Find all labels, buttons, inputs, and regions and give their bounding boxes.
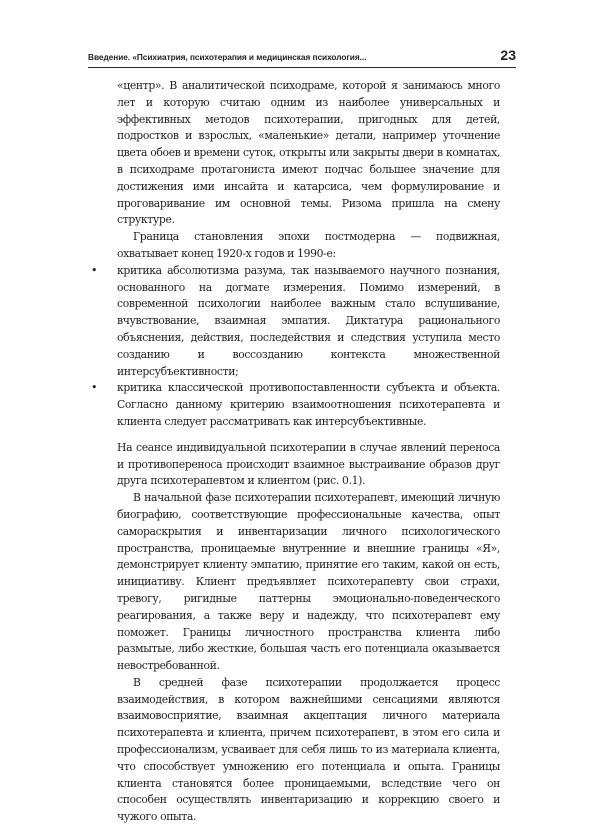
- bullet-text-2: критика классической противопоставленности субъекта и объекта. Согласно данному критерию взаимоотношения психотерапевта и клиента следует рассматривать как интерсубъективные.: [117, 381, 500, 428]
- bullet-item-1: [91, 263, 500, 381]
- bullet-list: [91, 263, 500, 431]
- body-text: [91, 78, 500, 826]
- bullet-icon: •: [91, 381, 98, 395]
- bullet-item-2: [91, 380, 500, 430]
- paragraph-2: Граница становления эпохи постмодерна — подвижная, охватывает конец 1920-х годов и 1990-е:: [117, 230, 500, 260]
- bullet-text-1: критика абсолютизма разума, так называемого научного познания, основанного на догмате измерения. Помимо измерений, в современной психологии наиболее важным стало вслушивание, вчувствование, взаимная эмпатия. Диктатура рационального объяснения, действия, последействия и следствия уступила место созданию и воссозданию контекста множественной интерсубъективности;: [117, 263, 500, 378]
- running-title: Введение. «Психиатрия, психотерапия и медицинская психология...: [88, 52, 367, 62]
- page-number: 23: [500, 47, 516, 63]
- paragraph-1: «центр». В аналитической психодраме, которой я занимаюсь много лет и которую считаю одним из наиболее универсальных и эффективных методов психотерапии, пригодных для детей, подростков и взрослых, «маленькие» детали, например уточнение цвета обоев и времени суток, открыты или закрыты двери в комнатах, в психодраме протагониста имеют подчас большее значение для достижения ими инсайта и катарсиса, чем формулирование и проговаривание им основной темы. Ризома пришла на смену структуре.: [117, 79, 500, 227]
- page-header: [88, 48, 516, 68]
- paragraph-3: На сеансе индивидуальной психотерапии в случае явлений переноса и противопереноса происходит взаимное выстраивание образов друг друга психотерапевтом и клиентом (рис. 0.1).: [117, 440, 500, 488]
- bullet-icon: •: [91, 263, 98, 277]
- paragraph-4: В начальной фазе психотерапии психотерапевт, имеющий личную биографию, соответствующие профессиональные качества, опыт самораскрытия и инвентаризации личного психологического пространства, проницаемые внутренние и внешние границы «Я», демонстрирует клиенту эмпатию, принятие его таким, какой он есть, инициативу. Клиент предъявляет психотерапевту свои страхи, тревогу, ригидные паттерны эмоционально-поведенческого реагирования, а также веру и надежду, что психотерапевт ему поможет. Границы личностного пространства клиента либо размытые, либо жесткие, большая часть его потенциала оказывается невостребованной.: [117, 491, 500, 673]
- paragraph-5: В средней фазе психотерапии продолжается процесс взаимодействия, в котором важнейшими сенсациями являются взаимовосприятие, взаимная акцептация личного материала психотерапевта и клиента, причем психотерапевт, в этом его сила и профессионализм, усваивает для себя лишь то из материала клиента, что способствует умножению его потенциала и опыта. Границы клиента становятся более проницаемыми, вследствие чего он способен осуществлять инвентаризацию и коррекцию своего и чужого опыта.: [117, 675, 500, 824]
